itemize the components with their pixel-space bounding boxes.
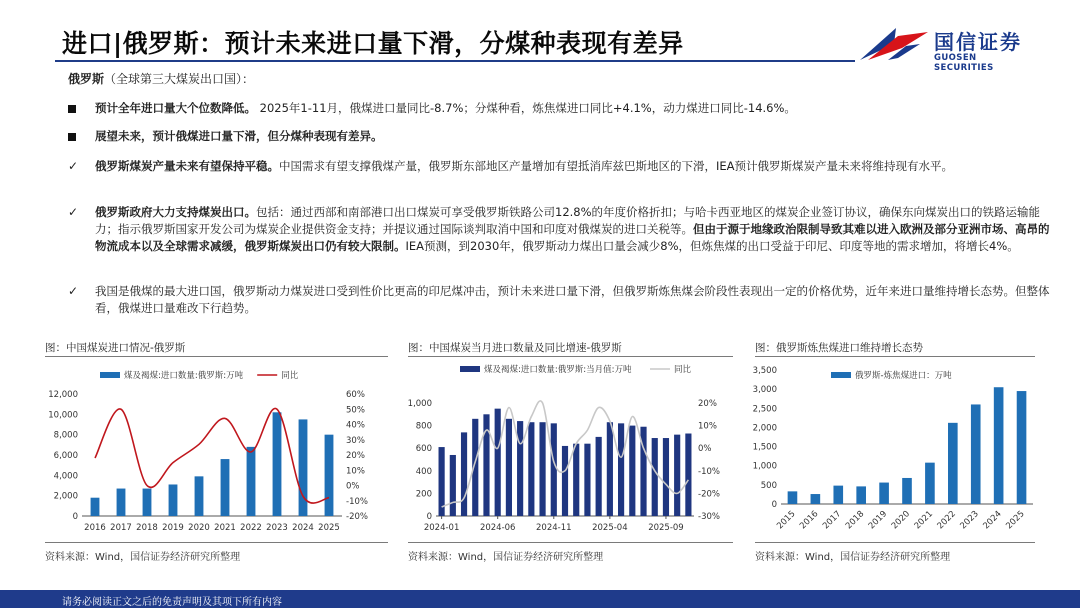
legend-swatch — [100, 372, 120, 378]
y-left-tick-label: 2,500 — [752, 404, 777, 415]
x-tick-label: 2024 — [292, 523, 314, 533]
bar — [195, 476, 204, 516]
y-left-tick-label: 400 — [415, 466, 432, 477]
y-right-tick-label: 30% — [346, 435, 365, 446]
bar — [517, 421, 523, 516]
bar — [856, 486, 866, 504]
bar — [971, 404, 981, 504]
y-right-tick-label: 50% — [346, 405, 365, 416]
bar — [273, 412, 282, 516]
bullet-text: 包括：通过西部和南部港口出口煤炭可享受俄罗斯铁路公司12.8%的年度价格折扣；与哈卡西亚地区的煤炭企业签订协议，确保东向煤炭出口的铁路运输能力；指示俄罗斯国家开发公司为煤炭企业提供资金支持；并提议通过国际谈判取消中国和印度对俄煤炭的进口关税等。 — [95, 205, 1041, 236]
x-tick-label: 2024 — [981, 509, 1004, 532]
footer-bar — [0, 590, 1080, 608]
legend-label: 煤及褐煤:进口数量:俄罗斯:当月值:万吨 — [484, 365, 632, 375]
bullet-bold: 但由于源于地缘政治限制导致其难以进入欧洲及部分亚洲市场、高昂的物流成本以及全球需求减缓，俄罗斯煤炭出口仍有较大限制。 — [95, 222, 1050, 253]
bar — [948, 423, 958, 504]
y-left-tick-label: 0 — [771, 500, 777, 510]
legend-swatch — [460, 366, 480, 372]
bar — [143, 489, 152, 516]
x-tick-label: 2022 — [240, 523, 262, 533]
y-right-tick-label: 20% — [346, 451, 365, 461]
chart2-rule-bottom — [408, 542, 733, 543]
y-right-tick-label: -20% — [346, 512, 368, 522]
bar — [247, 447, 256, 516]
bullet-bold: 俄罗斯煤炭产量未来有望保持平稳。 — [95, 159, 279, 173]
bar — [674, 435, 680, 516]
bar — [551, 423, 557, 516]
bullet-bold: 俄罗斯政府大力支持煤炭出口。 — [95, 205, 256, 219]
section-subhead — [68, 70, 254, 87]
y-right-tick-label: 0% — [698, 444, 712, 455]
chart1-import-russia — [40, 360, 390, 540]
chart3-coking-coal-import — [745, 360, 1040, 540]
bar — [495, 409, 501, 516]
bullet-text: 我国是俄煤的最大进口国，俄罗斯动力煤炭进口受到性价比更高的印尼煤冲击，预计未来进口量下滑，但俄罗斯炼焦煤会阶段性表现出一定的价格优势，近年来进口量维持增长态势。但整体看，俄煤进口量难改下行趋势。 — [95, 284, 1050, 315]
x-tick-label: 2025 — [318, 523, 340, 533]
y-right-tick-label: 60% — [346, 390, 365, 400]
bar — [925, 463, 935, 504]
bar — [325, 435, 334, 516]
legend-label: 同比 — [281, 371, 299, 381]
x-tick-label: 2019 — [162, 523, 184, 533]
y-right-tick-label: 10% — [698, 421, 717, 432]
bar — [833, 486, 843, 504]
y-right-tick-label: 0% — [346, 481, 360, 492]
x-tick-label: 2025 — [1004, 509, 1027, 532]
check-bullet-icon: ✓ — [68, 205, 79, 219]
x-tick-label: 2017 — [821, 509, 844, 532]
chart1-rule — [45, 356, 388, 357]
x-tick-label: 2016 — [798, 509, 821, 532]
check-bullet-icon: ✓ — [68, 284, 79, 298]
y-left-tick-label: 500 — [760, 480, 777, 491]
x-tick-label: 2019 — [866, 509, 890, 532]
x-tick-label: 2020 — [188, 523, 210, 533]
bar — [902, 478, 912, 504]
y-left-tick-label: 0 — [72, 512, 78, 522]
y-left-tick-label: 1,500 — [752, 442, 777, 453]
bar — [573, 444, 579, 516]
y-right-tick-label: -20% — [698, 489, 720, 500]
y-left-tick-label: 600 — [415, 444, 432, 455]
bar — [117, 489, 126, 516]
y-right-tick-label: 10% — [346, 466, 365, 477]
x-tick-label: 2024-11 — [536, 523, 572, 533]
check-bullet-icon: ✓ — [68, 159, 79, 173]
x-tick-label: 2015 — [775, 509, 798, 532]
x-tick-label: 2023 — [958, 509, 981, 532]
bar — [685, 434, 691, 516]
bar — [663, 438, 669, 516]
chart1-rule-bottom — [45, 542, 388, 543]
bar — [652, 438, 658, 516]
x-tick-label: 2024-06 — [479, 523, 516, 533]
chart3-title: 图：俄罗斯炼焦煤进口维持增长态势 — [755, 342, 923, 354]
y-left-tick-label: 4,000 — [53, 471, 78, 482]
x-tick-label: 2017 — [110, 523, 132, 533]
chart2-monthly-import-russia — [400, 360, 735, 540]
legend-label: 同比 — [674, 365, 692, 375]
page-title: 进口|俄罗斯：预计未来进口量下滑，分煤种表现有差异 — [62, 29, 684, 58]
bar — [539, 422, 545, 516]
bar — [506, 419, 512, 516]
bar — [618, 423, 624, 516]
y-left-tick-label: 200 — [415, 489, 432, 500]
y-left-tick-label: 1,000 — [752, 461, 777, 472]
bullet-text: 中国需求有望支撑俄煤产量，俄罗斯东部地区产量增加有望抵消库兹巴斯地区的下滑，IEA预计俄罗斯煤炭产量未来将维持现有水平。 — [279, 159, 954, 173]
bullet-bold: 预计全年进口量大个位数降低。 — [95, 101, 256, 115]
bar — [811, 494, 821, 504]
bar — [596, 437, 602, 516]
chart3-source: 资料来源：Wind，国信证券经济研究所整理 — [755, 552, 951, 563]
logo-text-en: GUOSEN SECURITIES — [934, 53, 994, 73]
bar — [461, 432, 467, 516]
chart3-rule — [755, 356, 1035, 357]
y-left-tick-label: 0 — [426, 512, 432, 522]
x-tick-label: 2018 — [843, 509, 867, 532]
bar — [607, 422, 613, 516]
x-tick-label: 2018 — [136, 523, 158, 533]
chart3-rule-bottom — [755, 542, 1035, 543]
bullet-text: IEA预测，到2030年，俄罗斯动力煤出口量会减少8%，但炼焦煤的出口受益于印尼、印度等地的需求增加，将增长4%。 — [405, 239, 1019, 253]
x-tick-label: 2025-04 — [592, 523, 628, 533]
subhead-rest: （全球第三大煤炭出口国）： — [104, 72, 255, 86]
yoy-line — [95, 408, 329, 503]
footer-disclaimer: 请务必阅读正文之后的免责声明及其项下所有内容 — [62, 597, 282, 608]
x-tick-label: 2021 — [912, 509, 936, 532]
bullet-bold: 展望未来，预计俄煤进口量下滑，但分煤种表现有差异。 — [95, 129, 383, 143]
bar — [994, 387, 1004, 504]
y-left-tick-label: 6,000 — [53, 451, 78, 461]
y-left-tick-label: 12,000 — [48, 390, 78, 400]
x-tick-label: 2016 — [84, 523, 106, 533]
chart1-title: 图：中国煤炭进口情况-俄罗斯 — [45, 342, 186, 354]
company-logo — [858, 22, 1038, 73]
y-right-tick-label: -30% — [698, 512, 720, 522]
x-tick-label: 2023 — [266, 523, 288, 533]
bar — [221, 459, 230, 516]
square-bullet-icon — [68, 133, 76, 141]
chart2-rule — [408, 356, 733, 357]
bar — [450, 455, 456, 516]
bar — [299, 419, 308, 516]
bar — [169, 484, 178, 516]
chart1-source: 资料来源：Wind，国信证券经济研究所整理 — [45, 552, 241, 563]
y-left-tick-label: 800 — [415, 421, 432, 432]
y-left-tick-label: 2,000 — [53, 491, 78, 502]
bullet-text: 2025年1-11月，俄煤进口量同比-8.7%；分煤种看，炼焦煤进口同比+4.1%，动力煤进口同比-14.6%。 — [259, 101, 796, 115]
legend-swatch — [831, 372, 851, 378]
y-left-tick-label: 3,500 — [752, 366, 777, 376]
bar — [528, 422, 534, 516]
y-left-tick-label: 8,000 — [53, 430, 78, 441]
bar — [584, 444, 590, 516]
chart2-title: 图：中国煤炭当月进口数量及同比增速-俄罗斯 — [408, 342, 622, 354]
logo-emblem-icon — [858, 24, 930, 64]
x-tick-label: 2024-01 — [423, 523, 460, 533]
x-tick-label: 2025-09 — [648, 523, 684, 533]
y-right-tick-label: 20% — [698, 399, 717, 409]
subhead-bold: 俄罗斯 — [68, 72, 105, 86]
bar — [562, 446, 568, 516]
bar — [788, 491, 798, 504]
y-left-tick-label: 3,000 — [752, 385, 777, 396]
y-left-tick-label: 2,000 — [752, 423, 777, 434]
legend-label: 煤及褐煤:进口数量:俄罗斯:万吨 — [124, 371, 244, 381]
bar — [629, 426, 635, 516]
bar — [879, 483, 889, 504]
legend-label: 俄罗斯-炼焦煤进口：万吨 — [855, 371, 952, 381]
square-bullet-icon — [68, 105, 76, 113]
y-right-tick-label: -10% — [698, 466, 720, 477]
y-right-tick-label: -10% — [346, 496, 368, 507]
bar — [91, 498, 100, 516]
chart2-source: 资料来源：Wind，国信证券经济研究所整理 — [408, 552, 604, 563]
logo-text-cn: 国信证券 — [934, 30, 1022, 54]
x-tick-label: 2020 — [889, 509, 913, 532]
y-left-tick-label: 10,000 — [48, 410, 78, 421]
y-left-tick-label: 1,000 — [407, 399, 432, 409]
x-tick-label: 2021 — [214, 523, 236, 533]
title-divider — [55, 60, 855, 62]
x-tick-label: 2022 — [935, 509, 958, 532]
y-right-tick-label: 40% — [346, 420, 365, 431]
bar — [1017, 391, 1027, 504]
